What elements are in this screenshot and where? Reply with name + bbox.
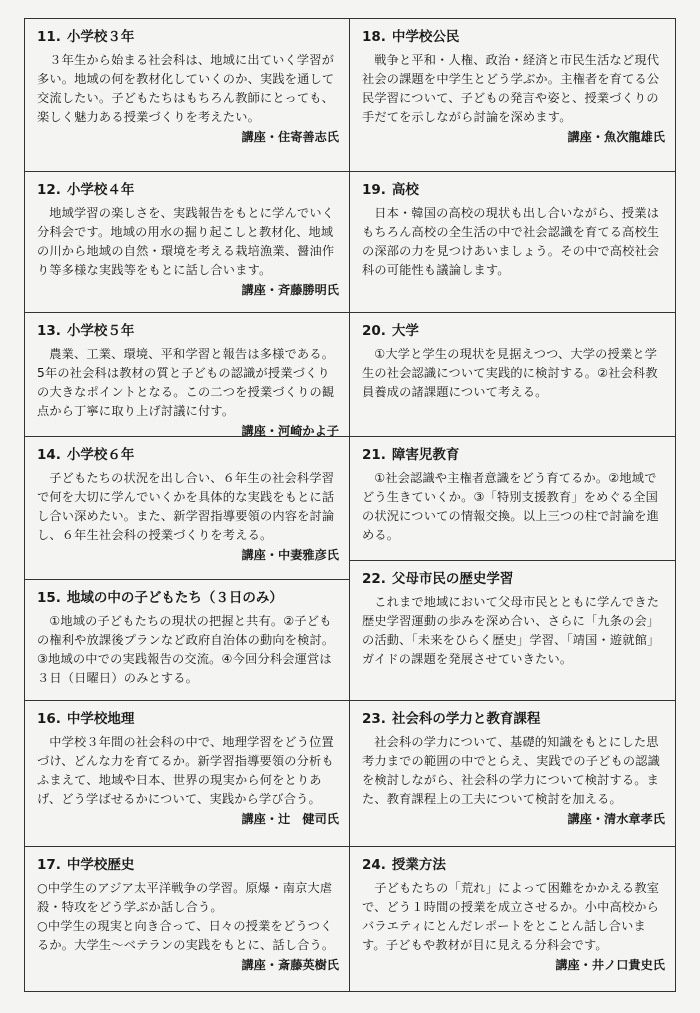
session-description: 社会科の学力について、基礎的知識をもとにした思考力までの範囲の中でとらえ、実践での子どもの認識を検討しながら、社会科の学力について検討する。また、教育課程上の工夫について検討を加える。	[362, 734, 661, 807]
session-24	[350, 847, 675, 991]
session-description: ３年生から始まる社会科は、地域に出ていく学習が多い。地域の何を教材化していくのか、実践を通して交流したい。子どもたちはもちろん教師にとっても、楽しく魅力ある授業づくりを考えたい。	[37, 52, 335, 125]
session-title	[362, 323, 665, 341]
session-14	[25, 437, 349, 580]
lecturer-name: 講座・住寄善志氏	[241, 129, 339, 144]
session-number: 12.	[37, 182, 61, 198]
session-description: これまで地域において父母市民とともに学んできた歴史学習運動の歩みを深め合い、さらに「九条の会」の活動、「未来をひらく歴史」学習、「靖国・遊就館」ガイドの課題を発展させていきたい。	[362, 594, 660, 667]
session-name: 授業方法	[391, 857, 446, 873]
session-title	[362, 711, 665, 729]
session-21	[350, 437, 675, 561]
session-number: 15.	[37, 590, 61, 606]
session-name: 高校	[391, 182, 419, 198]
session-number: 13.	[37, 323, 61, 339]
session-description: 日本・韓国の高校の現状も出し合いながら、授業はもちろん高校の全生活の中で社会認識を育てる高校生の深部の力を見つけあいましょう。その中で高校社会科の可能性も議論します。	[362, 205, 660, 278]
session-number: 23.	[362, 711, 386, 727]
session-20	[350, 313, 675, 437]
session-description: 子どもたちの「荒れ」によって困難をかかえる教室で、どう１時間の授業を成立させるか。小中高校からバラエティにとんだレポートをとことん話し合います。子どもや教材が目に見える分科会です。	[362, 880, 660, 953]
session-name: 中学校公民	[391, 29, 460, 45]
session-name: 中学校地理	[66, 711, 135, 727]
session-number: 17.	[37, 857, 61, 873]
session-19	[350, 172, 675, 313]
session-description: 農業、工業、環境、平和学習と報告は多様である。5年の社会科は教材の質と子どもの認識が授業づくりの大きなポイントとなる。この二つを授業づくりの観点から丁寧に取り上げ討議に付す。	[37, 346, 335, 419]
session-name: 中学校歴史	[66, 857, 135, 873]
session-title	[37, 857, 339, 875]
session-description	[37, 879, 339, 956]
session-description: 子どもたちの状況を出し合い、６年生の社会科学習で何を大切に学んでいくかを具体的な実践をもとに話し合い深めたい。また、新学習指導要領の内容を討論し、６年生社会科の授業づくりを考える。	[37, 470, 335, 543]
session-name: 大学	[391, 323, 419, 339]
session-number: 19.	[362, 182, 386, 198]
session-title	[362, 857, 665, 875]
bullet-item: ○中学生のアジア太平洋戦争の学習。原爆・南京大虐殺・特攻をどう学ぶか話し合う。	[37, 880, 333, 914]
session-description: ①大学と学生の現状を見据えつつ、大学の授業と学生の社会認識について実践的に検討する。②社会科教員養成の諸課題について考える。	[362, 346, 658, 400]
session-number: 14.	[37, 447, 61, 463]
lecturer-name: 講座・斎藤英樹氏	[241, 957, 339, 972]
session-description: ①地域の子どもたちの現状の把握と共有。②子どもの権利や放課後プランなど政府自治体の動向を検討。③地域の中での実践報告の交流。④今回分科会運営は３日（日曜日）のみとする。	[37, 613, 335, 686]
session-23	[350, 701, 675, 847]
bullet-item: ○中学生の現実と向き合って、日々の授業をどうつくるか。大学生〜ベテランの実践をもとに、話し合う。	[37, 919, 335, 953]
session-description: 地域学習の楽しさを、実践報告をもとに学んでいく分科会です。地域の用水の掘り起こしと教材化、地域の川から地域の自然・環境を考える栽培漁業、醤油作り等多様な実践等をもとに話し合います。	[37, 205, 335, 278]
lecturer-name: 講座・斉藤勝明氏	[241, 282, 339, 297]
session-title	[362, 182, 665, 200]
session-name: 社会科の学力と教育課程	[391, 711, 541, 727]
session-name: 小学校３年	[66, 29, 135, 45]
session-11	[25, 19, 349, 172]
session-title	[37, 711, 339, 729]
left-column	[25, 19, 350, 991]
session-title	[37, 447, 339, 465]
session-number: 22.	[362, 571, 386, 587]
session-name: 小学校５年	[66, 323, 135, 339]
lecturer-name: 講座・清水章孝氏	[567, 811, 665, 826]
session-number: 18.	[362, 29, 386, 45]
session-title	[362, 571, 665, 589]
session-table	[24, 18, 676, 992]
session-13	[25, 313, 349, 437]
session-name: 障害児教育	[391, 447, 460, 463]
session-15	[25, 580, 349, 701]
session-description: ①社会認識や主権者意識をどう育てるか。②地域でどう生きていくか。③「特別支援教育」をめぐる全国の状況についての情報交換。以上三つの柱で討論を進める。	[362, 470, 660, 543]
session-title	[37, 29, 339, 47]
session-number: 24.	[362, 857, 386, 873]
session-number: 21.	[362, 447, 386, 463]
session-title	[37, 182, 339, 200]
lecturer-name: 講座・井ノ口貴史氏	[555, 957, 665, 972]
session-22	[350, 561, 675, 701]
session-title	[362, 29, 665, 47]
lecturer-name: 講座・魚次龍雄氏	[567, 129, 665, 144]
lecturer-name: 講座・辻 健司氏	[241, 811, 339, 826]
session-description: 戦争と平和・人権、政治・経済と市民生活など現代社会の課題を中学生とどう学ぶか。主権者を育てる公民学習について、子どもの発言や姿と、授業づくりの手だてを示しながら討論を深めます。	[362, 52, 660, 125]
session-title	[37, 323, 339, 341]
session-17	[25, 847, 349, 991]
session-name: 父母市民の歴史学習	[391, 571, 514, 587]
session-title	[362, 447, 665, 465]
session-description: 中学校３年間の社会科の中で、地理学習をどう位置づけ、どんな力を育てるか。新学習指導要領の分析もふまえて、地域や日本、世界の現実から何をとりあげ、どう学ばせるかについて、実践から学び合う。	[37, 734, 334, 807]
session-number: 11.	[37, 29, 61, 45]
session-title	[37, 590, 339, 608]
session-12	[25, 172, 349, 313]
right-column	[350, 19, 675, 991]
session-18	[350, 19, 675, 172]
session-name: 小学校６年	[66, 447, 135, 463]
session-number: 20.	[362, 323, 386, 339]
session-name: 地域の中の子どもたち（３日のみ）	[66, 590, 283, 606]
session-name: 小学校４年	[66, 182, 135, 198]
lecturer-name: 講座・河崎かよ子	[241, 423, 339, 437]
lecturer-name: 講座・中妻雅彦氏	[241, 547, 339, 562]
session-number: 16.	[37, 711, 61, 727]
session-16	[25, 701, 349, 847]
